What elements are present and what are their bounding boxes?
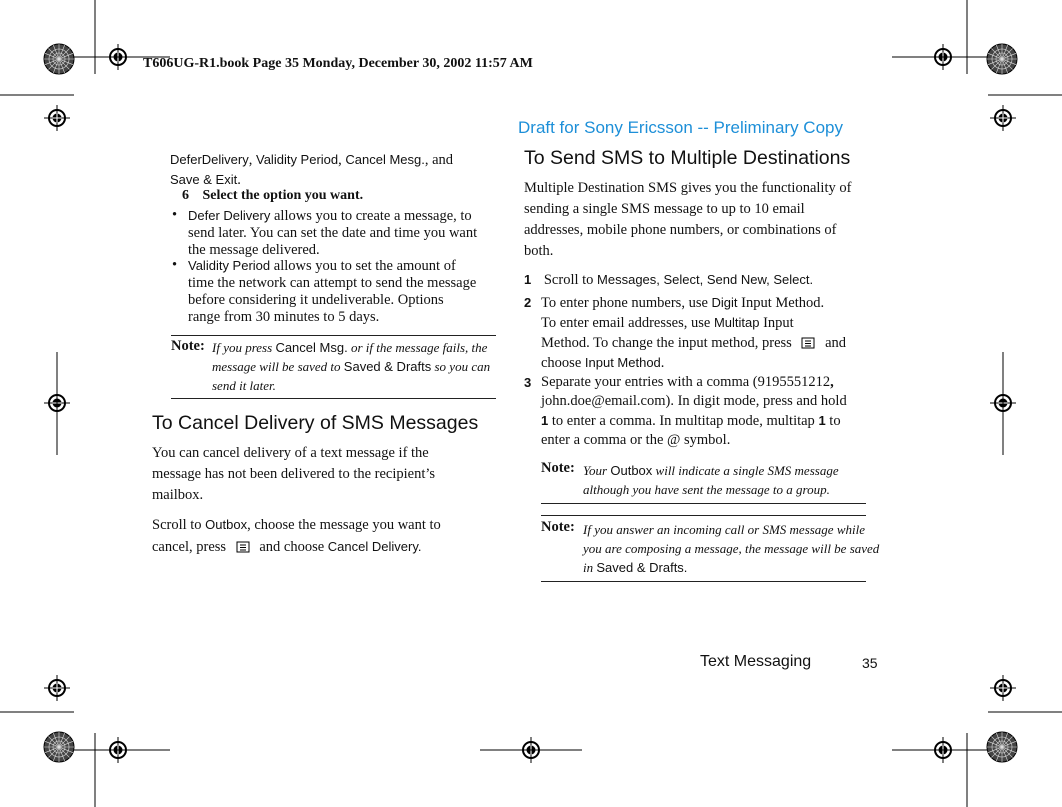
multi-intro: Multiple Destination SMS gives you the functionality of sending a single SMS message to up to 10 email addresses, mobile phone numbers, or combinations of both. [524,180,852,259]
note-label: Note: [541,460,575,476]
menu-key-icon [801,336,815,349]
cancel-para-1: You can cancel delivery of a text message if the message has not been delivered to the recipient’s mailbox. [152,445,436,503]
step-2: 2 To enter phone numbers, use Digit Input Method. To enter email addresses, use Multitap Input Method. To change the input method, press and choose Input Method. [524,295,846,371]
note-label: Note: [171,338,205,354]
draft-notice: Draft for Sony Ericsson -- Preliminary Copy [518,118,843,137]
note-label: Note: [541,519,575,535]
bullet-defer: • Defer Delivery allows you to create a message, to send later. You can set the date and time you want the message delivered. [172,207,478,258]
note-outbox-text: Your Outbox will indicate a single SMS message although you have sent the message to a group. [583,463,839,497]
bullet-validity: • Validity Period allows you to set the amount of time the network can attempt to send the message before considering it undeliverable. Options range from 30 minutes to 5 days. [172,257,477,325]
page-number: 35 [862,655,878,671]
note-rule [541,515,866,516]
bullet-dot-icon: • [172,207,178,223]
footer-section-title: Text Messaging [700,653,812,670]
step-3: 3 Separate your entries with a comma (9195551212, john.doe@email.com). In digit mode, press and hold 1 to enter a comma. In multitap mode, multitap 1 to enter a comma or the @ symbol. [524,374,847,448]
heading-cancel-delivery: To Cancel Delivery of SMS Messages [152,412,479,434]
note-rule [541,581,866,582]
left-intro: DeferDelivery, Validity Period, Cancel Mesg., and Save & Exit. [170,152,454,188]
note-text: If you press Cancel Msg. or if the message fails, the message will be saved to Saved & Drafts so you can send it later. [212,340,491,393]
menu-key-icon [236,540,250,553]
heading-multiple-destinations: To Send SMS to Multiple Destinations [524,147,851,169]
bullet-dot-icon: • [172,257,178,273]
note-rule [541,503,866,504]
step-6: 6 Select the option you want. [182,188,364,203]
note-incoming-call-text: If you answer an incoming call or SMS message while you are composing a message, the message will be saved in Saved & Drafts. [583,522,880,575]
step-1: 1 Scroll to Messages, Select, Send New, Select. [524,272,814,288]
note-rule-top [171,335,496,336]
note-rule-bottom [171,398,496,399]
cancel-para-2: Scroll to Outbox, choose the message you want to cancel, press and choose Cancel Delivery. [152,517,441,555]
book-header: T606UG-R1.book Page 35 Monday, December 30, 2002 11:57 AM [143,56,533,71]
